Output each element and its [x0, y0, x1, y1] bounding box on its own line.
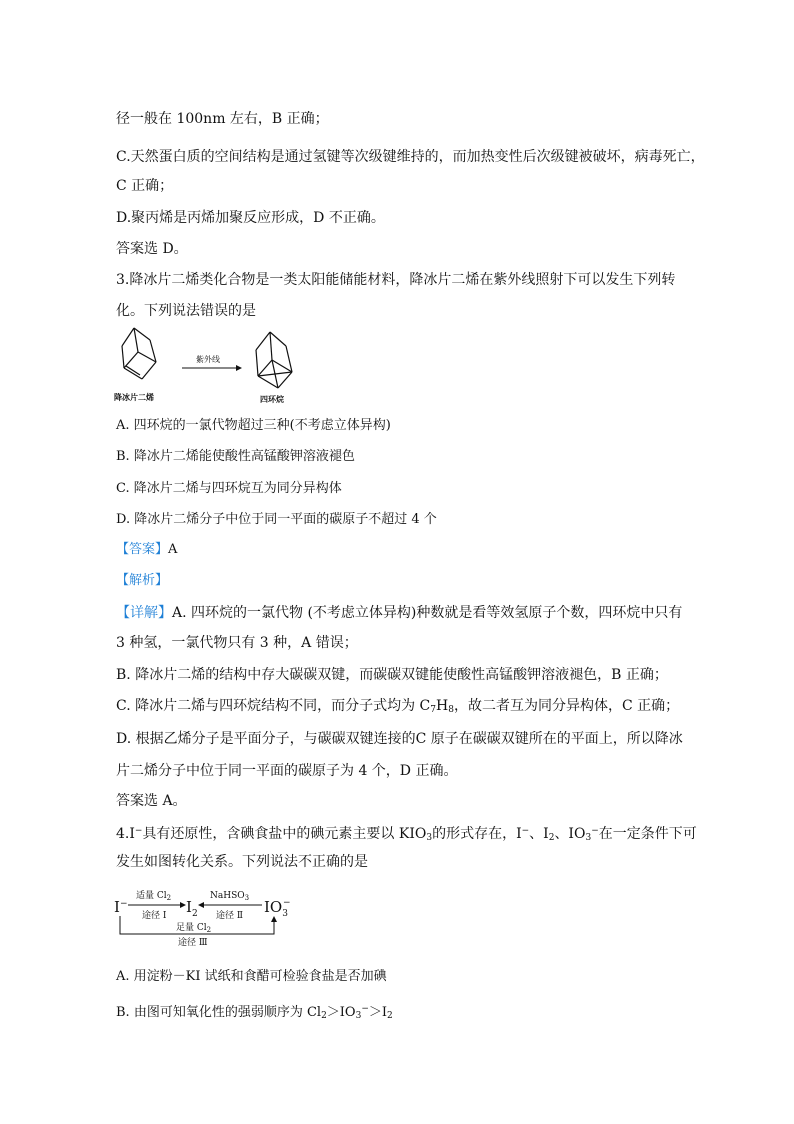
svg-text:IO3−: $IO_3-$ [264, 898, 291, 919]
q4-option-b [116, 1000, 393, 1025]
q4-stem-seg: 、IO [554, 826, 586, 842]
q3-detail-d-2: 片二烯分子中位于同一平面的碳原子为 4 个，D 正确。 [116, 763, 458, 779]
q3-option-a: A. 四环烷的一氯代物超过三种(不考虑立体异构) [116, 418, 391, 433]
q4-stem-sub: 3 [585, 833, 592, 843]
q4-stem-seg: 的形式存在，I [432, 826, 522, 842]
q3-conclusion: 答案选 A。 [116, 793, 187, 809]
q4-option-b-sub: 2 [321, 1011, 327, 1021]
product-label: 四环烷 [260, 394, 284, 404]
q4-option-b-seg: ＞IO [326, 1005, 356, 1020]
q3-reaction-figure [112, 322, 312, 404]
q4-stem-sub: 2 [548, 833, 555, 843]
species-right: IO [264, 898, 283, 916]
detail-c-sub1: 7 [430, 705, 437, 715]
q3-option-b: B. 降冰片二烯能使酸性高锰酸钾溶液褪色 [116, 449, 355, 464]
species-left: I [114, 898, 120, 916]
detail-c-post: ，故二者互为同分异构体，C 正确； [453, 698, 680, 714]
q3-stem-1: 3.降冰片二烯类化合物是一类太阳能储能材料，降冰片二烯在紫外线照射下可以发生下列转 [116, 272, 676, 288]
prev-line-d: D.聚丙烯是丙烯加聚反应形成，D 不正确。 [116, 210, 385, 226]
q4-stem-seg: 在一定条件下可 [598, 826, 697, 842]
q3-detail-d-1: D. 根据乙烯分子是平面分子，与碳碳双键连接的C 原子在碳碳双键所在的平面上，所以降冰 [116, 731, 683, 747]
q3-detail-b: B. 降冰片二烯的结构中存大碳碳双键，而碳碳双键能使酸性高锰酸钾溶液褪色，B 正确； [116, 667, 668, 683]
q4-stem-seg: 具有还原性，含碘食盐中的碘元素主要以 KIO [142, 826, 427, 842]
q4-stem-seg: 、I [529, 826, 549, 842]
q4-option-b-seg: B. 由图可知氧化性的强弱顺序为 Cl [116, 1005, 322, 1020]
q3-analysis-tag: 【解析】 [116, 573, 169, 588]
prev-conclusion: 答案选 D。 [116, 241, 188, 257]
prev-line-b-tail: 径一般在 100nm 左右，B 正确； [116, 111, 329, 127]
q4-option-b-sup: − [361, 1004, 369, 1014]
norbornadiene-structure [122, 328, 156, 379]
q4-option-b-sub: 3 [355, 1011, 362, 1021]
answer-value: A [168, 542, 178, 557]
q4-stem-sub: 3 [426, 833, 433, 843]
path2-name: 途径 Ⅱ [216, 911, 243, 921]
q3-answer [116, 541, 177, 559]
q4-option-a: A. 用淀粉－KI 试纸和食醋可检验食盐是否加碘 [116, 969, 387, 984]
q3-detail-c [116, 697, 679, 719]
q4-stem-sup: − [134, 826, 143, 836]
prev-line-c-1: C.天然蛋白质的空间结构是通过氢键等次级键维持的，而加热变性后次级键被破坏，病毒死亡， [116, 149, 705, 165]
q3-detail-a-1 [116, 604, 682, 622]
svg-text:足量 Cl2: 足量 $Cl_2$ [176, 923, 212, 934]
q4-stem-sup: − [591, 826, 599, 836]
detail-tag: 【详解】 [116, 605, 172, 621]
path3-reagent: 足量 Cl [176, 923, 207, 933]
q4-stem-sup: − [521, 826, 530, 836]
uv-label: 紫外线 [196, 355, 220, 364]
detail-c-sub2: 8 [448, 705, 454, 715]
q4-option-b-seg: ＞I [368, 1005, 388, 1020]
q3-option-c: C. 降冰片二烯与四环烷互为同分异构体 [116, 481, 342, 496]
path3-name: 途径 Ⅲ [178, 938, 208, 948]
answer-tag: 【答案】 [116, 542, 169, 557]
svg-text:I−: I− [114, 898, 128, 916]
detail-a-text: A. 四环烷的一氯代物 (不考虑立体异构)种数就是看等效氢原子个数，四环烷中只有 [172, 605, 683, 621]
q4-iodine-conversion-figure [112, 882, 302, 948]
q4-stem-1 [116, 822, 697, 847]
svg-text:I2: $I_2$ [186, 898, 198, 919]
svg-text:适量 Cl2: 适量 $Cl_2$ [136, 891, 172, 902]
svg-text:NaHSO3: NaHSO$_3$ [210, 891, 250, 902]
path1-name: 途径 Ⅰ [142, 911, 167, 921]
prev-line-c-2: C 正确； [116, 178, 174, 194]
q4-stem-2: 发生如图转化关系。下列说法不正确的是 [116, 854, 368, 870]
path2-reagent: NaHSO [210, 891, 245, 901]
q3-option-d: D. 降冰片二烯分子中位于同一平面的碳原子不超过 4 个 [116, 512, 437, 527]
detail-c-pre: C. 降冰片二烯与四环烷结构不同，而分子式均为 C [116, 698, 431, 714]
q3-detail-a-2: 3 种氢，一氯代物只有 3 种，A 错误； [116, 635, 358, 651]
q4-stem-seg: 4.I [116, 826, 135, 842]
species-mid: I [186, 898, 192, 916]
reactant-label: 降冰片二烯 [114, 392, 154, 402]
path1-reagent: 适量 Cl [136, 891, 167, 901]
detail-c-mid: H [436, 698, 449, 714]
q3-stem-2: 化。下列说法错误的是 [116, 303, 256, 319]
q4-option-b-sub: 2 [387, 1011, 393, 1021]
quadricyclane-structure [256, 332, 292, 388]
